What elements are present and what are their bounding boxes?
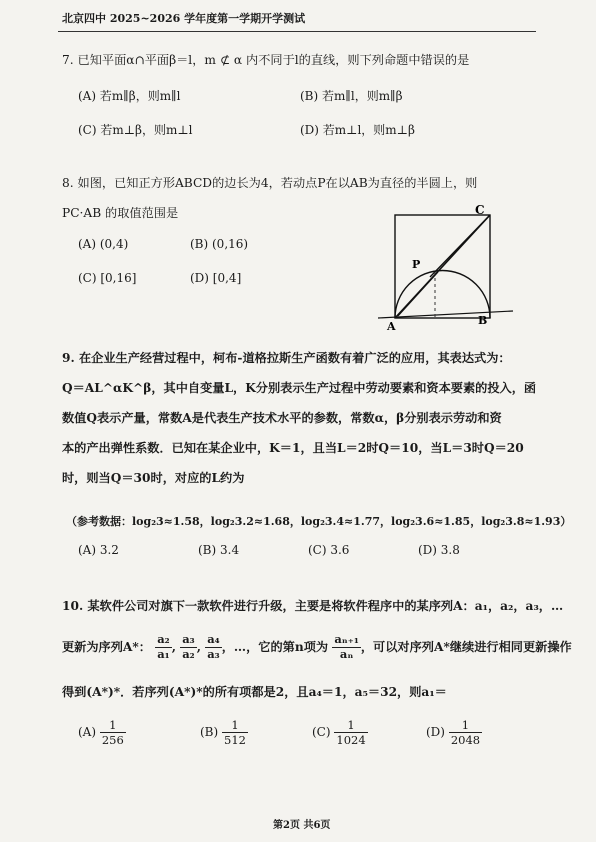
frac-numerator: a₂ xyxy=(157,632,170,646)
semicircle-ab xyxy=(395,271,490,319)
q10-line2-middle: ，…，它的第n项为 xyxy=(221,639,329,654)
option-fraction xyxy=(334,718,367,747)
q10-line3: 得到(A*)*．若序列(A*)*的所有项都是2，且a₄＝1，a₅＝32，则a₁＝ xyxy=(62,685,447,699)
frac-denominator: 256 xyxy=(101,733,124,747)
label-c: C xyxy=(475,203,485,217)
frac-denominator: a₁ xyxy=(157,646,170,661)
segment-pc xyxy=(430,215,490,277)
option-fraction xyxy=(100,718,126,747)
q8-option-a: (A) (0,4) xyxy=(78,237,129,251)
frac-denominator: aₙ xyxy=(339,646,354,661)
q9-line1: 9. 在企业生产经营过程中，柯布-道格拉斯生产函数有着广泛的应用，其表达式为： xyxy=(62,351,511,365)
option-label: (A) xyxy=(78,725,97,739)
frac-numerator: a₄ xyxy=(207,632,220,646)
q9-option-a: (A) 3.2 xyxy=(78,543,119,557)
option-label: (C) xyxy=(312,725,331,739)
q10-fraction-a3-a2 xyxy=(180,633,197,662)
q10-fraction-nth-term xyxy=(332,633,361,662)
frac-numerator: 1 xyxy=(222,718,248,733)
q7-stem: 7. 已知平面α∩平面β＝l，m ⊄ α 内不同于l的直线，则下列命题中错误的是 xyxy=(62,53,470,67)
vector-arrow xyxy=(398,272,438,316)
label-b: B xyxy=(478,314,488,327)
frac-denominator: 1024 xyxy=(336,733,366,747)
q10-option-a xyxy=(78,718,126,747)
q10-option-b xyxy=(200,718,248,747)
q8-option-b: (B) (0,16) xyxy=(190,237,249,251)
frac-denominator: a₂ xyxy=(182,646,195,661)
q10-line2: 更新为序列A*： $\frac{\text{a₂}}{\text{a₁}}$ , $\frac{\text{a₃}}{\text{a₂}}$ , $\frac{\text{a₄}}{\text{a₃}}$ ，…，它的第n项为 $\frac{\text{aₙ₊₁}}{\text{aₙ}}$ ，可以对序列A*继续进行相同更新操作 xyxy=(62,632,572,661)
q7-option-a: (A) 若m∥β，则m∥l xyxy=(78,89,181,103)
label-a: A xyxy=(387,320,396,333)
frac-numerator: 1 xyxy=(100,718,126,733)
q9-option-b: (B) 3.4 xyxy=(198,543,240,557)
frac-numerator: aₙ₊₁ xyxy=(334,632,359,646)
q9-line5: 时，则当Q＝30时，对应的L约为 xyxy=(62,471,245,485)
frac-denominator: 512 xyxy=(224,733,246,747)
q10-option-c xyxy=(312,718,368,747)
exam-header: 北京四中 2025~2026 学年度第一学期开学测试 xyxy=(62,12,306,25)
option-label: (D) xyxy=(426,725,445,739)
option-fraction xyxy=(449,718,482,747)
q8-figure xyxy=(378,198,518,334)
label-p: P xyxy=(412,258,421,271)
frac-denominator: a₃ xyxy=(207,646,220,661)
q9-reference-data: （参考数据：log₂3≈1.58，log₂3.2≈1.68，log₂3.4≈1.77，log₂3.6≈1.85，log₂3.8≈1.93） xyxy=(66,515,572,528)
q9-line3: 数值Q表示产量，常数A是代表生产技术水平的参数，常数α，β分别表示劳动和资 xyxy=(62,411,502,425)
q10-line1: 10. 某软件公司对旗下一款软件进行升级，主要是将软件程序中的某序列A：a₁，a₂，a₃，… xyxy=(62,599,564,613)
q8-stem-line2: PC·AB 的取值范围是 xyxy=(62,206,179,220)
q8-option-c: (C) [0,16] xyxy=(78,271,137,285)
header-rule xyxy=(58,31,536,32)
frac-numerator: 1 xyxy=(334,718,367,733)
q9-line2: Q＝AL^αK^β，其中自变量L，K分别表示生产过程中劳动要素和资本要素的投入，函 xyxy=(62,381,537,395)
q7-option-c: (C) 若m⊥β，则m⊥l xyxy=(78,123,193,137)
q9-option-d: (D) 3.8 xyxy=(418,543,460,557)
q8-stem: 8. 如图，已知正方形ABCD的边长为4，若动点P在以AB为直径的半圆上，则 xyxy=(62,176,478,190)
option-label: (B) xyxy=(200,725,219,739)
q9-option-c: (C) 3.6 xyxy=(308,543,350,557)
frac-numerator: 1 xyxy=(449,718,482,733)
q10-line2-suffix: ，可以对序列A*继续进行相同更新操作 xyxy=(360,639,572,654)
q8-option-d: (D) [0,4] xyxy=(190,271,242,285)
frac-denominator: 2048 xyxy=(450,733,481,747)
q10-fraction-a4-a3 xyxy=(205,633,222,662)
q7-option-b: (B) 若m∥l，则m∥β xyxy=(300,89,403,103)
q10-option-d xyxy=(426,718,482,747)
frac-numerator: a₃ xyxy=(182,632,195,646)
option-fraction xyxy=(222,718,248,747)
q10-line2-prefix: 更新为序列A*： xyxy=(62,639,151,654)
q9-line4: 本的产出弹性系数．已知在某企业中，K＝1，且当L＝2时Q＝10，当L＝3时Q＝20 xyxy=(62,441,524,455)
q7-option-d: (D) 若m⊥l，则m⊥β xyxy=(300,123,415,137)
page-footer: 第2页 共6页 xyxy=(273,820,331,831)
q10-fraction-a2-a1 xyxy=(155,633,172,662)
